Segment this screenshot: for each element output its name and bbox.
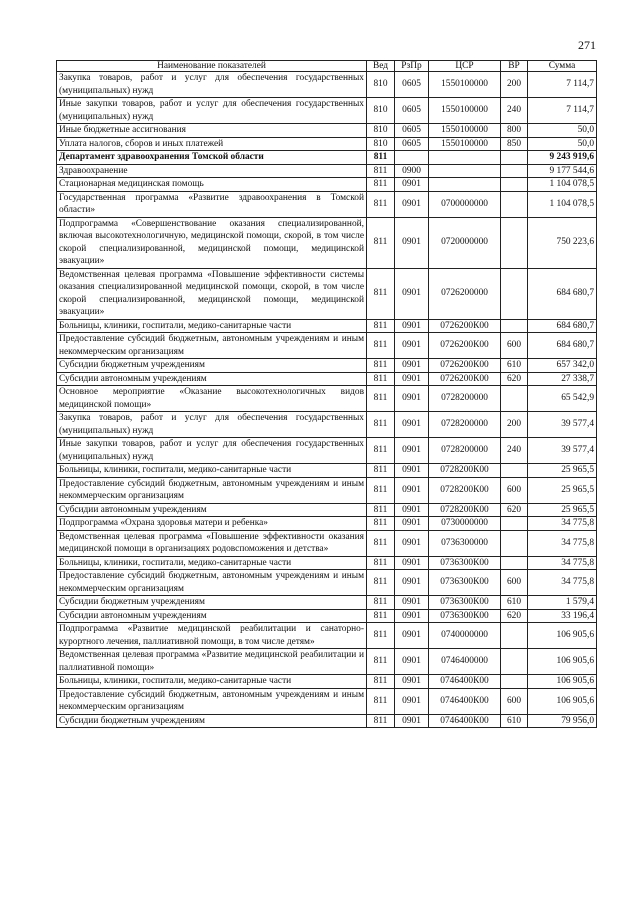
cell-ved: 811 [367, 319, 395, 333]
cell-csr: 0720000000 [429, 217, 501, 268]
cell-csr: 0746400К00 [429, 688, 501, 714]
cell-csr: 0728200К00 [429, 464, 501, 478]
cell-name: Больницы, клиники, госпитали, медико-санитарные части [57, 319, 367, 333]
table-row [57, 412, 597, 438]
cell-name: Государственная программа «Развитие здравоохранения в Томской области» [57, 191, 367, 217]
cell-sum: 106 905,6 [528, 623, 597, 649]
cell-csr: 0728200000 [429, 386, 501, 412]
cell-sum: 65 542,9 [528, 386, 597, 412]
table-row [57, 688, 597, 714]
header-sum: Сумма [528, 61, 597, 72]
cell-rzpr: 0901 [395, 503, 429, 517]
table-row [57, 217, 597, 268]
cell-name: Иные закупки товаров, работ и услуг для обеспечения государственных (муниципальных) нужд [57, 438, 367, 464]
cell-ved: 811 [367, 386, 395, 412]
table-row [57, 386, 597, 412]
cell-name: Стационарная медицинская помощь [57, 178, 367, 192]
cell-rzpr: 0901 [395, 570, 429, 596]
cell-ved: 811 [367, 517, 395, 531]
cell-vr: 240 [501, 438, 528, 464]
cell-rzpr: 0901 [395, 609, 429, 623]
cell-rzpr: 0901 [395, 217, 429, 268]
cell-sum: 684 680,7 [528, 268, 597, 319]
cell-rzpr: 0901 [395, 412, 429, 438]
cell-csr: 0746400К00 [429, 714, 501, 728]
cell-ved: 811 [367, 623, 395, 649]
table-row [57, 609, 597, 623]
cell-rzpr: 0901 [395, 438, 429, 464]
cell-rzpr: 0901 [395, 359, 429, 373]
table-row [57, 319, 597, 333]
cell-ved: 811 [367, 530, 395, 556]
cell-csr: 0700000000 [429, 191, 501, 217]
cell-name: Субсидии автономным учреждениям [57, 609, 367, 623]
cell-ved: 811 [367, 268, 395, 319]
cell-rzpr: 0901 [395, 268, 429, 319]
cell-vr [501, 517, 528, 531]
cell-sum: 34 775,8 [528, 556, 597, 570]
cell-ved: 811 [367, 164, 395, 178]
cell-sum: 39 577,4 [528, 412, 597, 438]
cell-name: Здравоохранение [57, 164, 367, 178]
cell-sum: 684 680,7 [528, 333, 597, 359]
cell-vr: 610 [501, 359, 528, 373]
cell-name: Предоставление субсидий бюджетным, автономным учреждениям и иным некоммерческим организациям [57, 688, 367, 714]
cell-name: Закупка товаров, работ и услуг для обеспечения государственных (муниципальных) нужд [57, 72, 367, 98]
cell-vr: 610 [501, 714, 528, 728]
cell-rzpr [395, 151, 429, 165]
cell-csr: 0728200К00 [429, 477, 501, 503]
cell-ved: 811 [367, 503, 395, 517]
cell-vr: 600 [501, 333, 528, 359]
cell-name: Иные бюджетные ассигнования [57, 124, 367, 138]
cell-vr: 620 [501, 609, 528, 623]
cell-rzpr: 0901 [395, 530, 429, 556]
cell-rzpr: 0900 [395, 164, 429, 178]
cell-ved: 811 [367, 688, 395, 714]
cell-ved: 811 [367, 596, 395, 610]
cell-csr: 0736300К00 [429, 570, 501, 596]
cell-csr: 1550100000 [429, 137, 501, 151]
table-row [57, 164, 597, 178]
cell-sum: 684 680,7 [528, 319, 597, 333]
cell-vr [501, 268, 528, 319]
table-row [57, 178, 597, 192]
cell-sum: 34 775,8 [528, 570, 597, 596]
cell-vr [501, 319, 528, 333]
header-name: Наименование показателей [57, 61, 367, 72]
cell-sum: 750 223,6 [528, 217, 597, 268]
cell-vr [501, 675, 528, 689]
cell-ved: 811 [367, 178, 395, 192]
cell-sum: 50,0 [528, 137, 597, 151]
cell-name: Субсидии автономным учреждениям [57, 372, 367, 386]
cell-vr: 600 [501, 477, 528, 503]
table-row [57, 137, 597, 151]
table-row [57, 714, 597, 728]
cell-vr [501, 164, 528, 178]
cell-sum: 9 177 544,6 [528, 164, 597, 178]
table-row [57, 191, 597, 217]
cell-sum: 1 579,4 [528, 596, 597, 610]
cell-vr: 620 [501, 503, 528, 517]
cell-name: Предоставление субсидий бюджетным, автономным учреждениям и иным некоммерческим организациям [57, 477, 367, 503]
cell-vr [501, 178, 528, 192]
table-row [57, 517, 597, 531]
cell-ved: 811 [367, 464, 395, 478]
cell-ved: 810 [367, 124, 395, 138]
cell-name: Уплата налогов, сборов и иных платежей [57, 137, 367, 151]
cell-ved: 811 [367, 412, 395, 438]
cell-csr: 0728200000 [429, 412, 501, 438]
cell-ved: 810 [367, 98, 395, 124]
cell-vr: 200 [501, 412, 528, 438]
cell-sum: 25 965,5 [528, 464, 597, 478]
cell-rzpr: 0901 [395, 556, 429, 570]
cell-name: Департамент здравоохранения Томской области [57, 151, 367, 165]
cell-vr: 800 [501, 124, 528, 138]
cell-rzpr: 0901 [395, 623, 429, 649]
cell-sum: 39 577,4 [528, 438, 597, 464]
cell-name: Ведомственная целевая программа «Развитие медицинской реабилитации и паллиативной помощи» [57, 649, 367, 675]
budget-table [56, 60, 597, 728]
cell-sum: 34 775,8 [528, 517, 597, 531]
header-ved: Вед [367, 61, 395, 72]
cell-sum: 25 965,5 [528, 503, 597, 517]
cell-csr [429, 151, 501, 165]
table-row [57, 438, 597, 464]
cell-csr: 0728200К00 [429, 503, 501, 517]
header-csr: ЦСР [429, 61, 501, 72]
cell-csr [429, 178, 501, 192]
cell-vr [501, 464, 528, 478]
cell-sum: 34 775,8 [528, 530, 597, 556]
cell-sum: 25 965,5 [528, 477, 597, 503]
cell-name: Подпрограмма «Охрана здоровья матери и ребенка» [57, 517, 367, 531]
cell-vr [501, 217, 528, 268]
cell-csr: 1550100000 [429, 72, 501, 98]
table-row [57, 649, 597, 675]
cell-vr: 600 [501, 688, 528, 714]
cell-name: Субсидии бюджетным учреждениям [57, 596, 367, 610]
cell-name: Больницы, клиники, госпитали, медико-санитарные части [57, 464, 367, 478]
cell-name: Ведомственная целевая программа «Повышение эффективности оказания медицинской помощи в организациях родовспоможения и детства» [57, 530, 367, 556]
cell-csr: 1550100000 [429, 124, 501, 138]
table-row [57, 333, 597, 359]
cell-vr: 200 [501, 72, 528, 98]
cell-sum: 106 905,6 [528, 649, 597, 675]
table-row [57, 503, 597, 517]
cell-vr [501, 623, 528, 649]
table-row [57, 570, 597, 596]
cell-sum: 657 342,0 [528, 359, 597, 373]
table-row [57, 124, 597, 138]
cell-rzpr: 0605 [395, 72, 429, 98]
table-header-row [57, 61, 597, 72]
cell-csr: 0736300К00 [429, 556, 501, 570]
cell-rzpr: 0901 [395, 333, 429, 359]
table-row [57, 530, 597, 556]
cell-ved: 811 [367, 556, 395, 570]
cell-vr [501, 649, 528, 675]
cell-csr: 0740000000 [429, 623, 501, 649]
cell-sum: 7 114,7 [528, 72, 597, 98]
cell-csr: 0736300К00 [429, 609, 501, 623]
cell-rzpr: 0901 [395, 649, 429, 675]
table-row [57, 477, 597, 503]
table-row [57, 98, 597, 124]
cell-vr: 240 [501, 98, 528, 124]
cell-ved: 811 [367, 333, 395, 359]
cell-ved: 811 [367, 359, 395, 373]
cell-vr [501, 386, 528, 412]
cell-ved: 811 [367, 675, 395, 689]
cell-csr [429, 164, 501, 178]
cell-ved: 811 [367, 649, 395, 675]
cell-rzpr: 0901 [395, 178, 429, 192]
cell-csr: 0730000000 [429, 517, 501, 531]
cell-sum: 33 196,4 [528, 609, 597, 623]
cell-vr: 620 [501, 372, 528, 386]
cell-vr: 610 [501, 596, 528, 610]
cell-name: Субсидии автономным учреждениям [57, 503, 367, 517]
cell-name: Закупка товаров, работ и услуг для обеспечения государственных (муниципальных) нужд [57, 412, 367, 438]
header-rzpr: РзПр [395, 61, 429, 72]
cell-name: Основное мероприятие «Оказание высокотехнологичных видов медицинской помощи» [57, 386, 367, 412]
cell-csr: 1550100000 [429, 98, 501, 124]
cell-name: Субсидии бюджетным учреждениям [57, 714, 367, 728]
cell-ved: 811 [367, 477, 395, 503]
cell-ved: 811 [367, 217, 395, 268]
cell-ved: 811 [367, 372, 395, 386]
header-vr: ВР [501, 61, 528, 72]
table-row [57, 556, 597, 570]
cell-ved: 811 [367, 151, 395, 165]
cell-csr: 0726200К00 [429, 333, 501, 359]
cell-vr: 600 [501, 570, 528, 596]
cell-ved: 810 [367, 137, 395, 151]
cell-rzpr: 0605 [395, 137, 429, 151]
cell-csr: 0746400К00 [429, 675, 501, 689]
cell-ved: 811 [367, 714, 395, 728]
cell-vr: 850 [501, 137, 528, 151]
table-row [57, 268, 597, 319]
cell-name: Больницы, клиники, госпитали, медико-санитарные части [57, 675, 367, 689]
cell-csr: 0726200К00 [429, 359, 501, 373]
cell-csr: 0728200000 [429, 438, 501, 464]
cell-name: Ведомственная целевая программа «Повышение эффективности системы оказания специализированной медицинской помощи, скорой, в том числе скорой специализированной, медицинской помощи, медицинской эвакуации» [57, 268, 367, 319]
cell-ved: 811 [367, 609, 395, 623]
table-row [57, 596, 597, 610]
cell-name: Предоставление субсидий бюджетным, автономным учреждениям и иным некоммерческим организациям [57, 570, 367, 596]
cell-sum: 106 905,6 [528, 688, 597, 714]
cell-sum: 106 905,6 [528, 675, 597, 689]
cell-ved: 811 [367, 191, 395, 217]
cell-rzpr: 0605 [395, 98, 429, 124]
cell-csr: 0726200К00 [429, 319, 501, 333]
cell-name: Субсидии бюджетным учреждениям [57, 359, 367, 373]
cell-sum: 79 956,0 [528, 714, 597, 728]
cell-ved: 811 [367, 438, 395, 464]
cell-sum: 50,0 [528, 124, 597, 138]
cell-sum: 1 104 078,5 [528, 191, 597, 217]
cell-name: Подпрограмма «Развитие медицинской реабилитации и санаторно-курортного лечения, паллиативной помощи, в том числе детям» [57, 623, 367, 649]
table-row [57, 623, 597, 649]
cell-rzpr: 0901 [395, 675, 429, 689]
cell-name: Подпрограмма «Совершенствование оказания специализированной, включая высокотехнологичную, медицинской помощи, скорой, в том числе скорой специализированной, медицинской помощи, медицинской эвакуации» [57, 217, 367, 268]
cell-csr: 0736300000 [429, 530, 501, 556]
cell-name: Больницы, клиники, госпитали, медико-санитарные части [57, 556, 367, 570]
cell-sum: 27 338,7 [528, 372, 597, 386]
cell-vr [501, 530, 528, 556]
table-body [57, 72, 597, 728]
cell-vr [501, 556, 528, 570]
cell-vr [501, 151, 528, 165]
cell-csr: 0736300К00 [429, 596, 501, 610]
cell-sum: 9 243 919,6 [528, 151, 597, 165]
cell-rzpr: 0901 [395, 596, 429, 610]
cell-ved: 811 [367, 570, 395, 596]
cell-rzpr: 0901 [395, 372, 429, 386]
table-row [57, 151, 597, 165]
cell-csr: 0726200000 [429, 268, 501, 319]
cell-vr [501, 191, 528, 217]
cell-csr: 0746400000 [429, 649, 501, 675]
table-row [57, 464, 597, 478]
cell-sum: 1 104 078,5 [528, 178, 597, 192]
cell-rzpr: 0901 [395, 191, 429, 217]
cell-name: Предоставление субсидий бюджетным, автономным учреждениям и иным некоммерческим организациям [57, 333, 367, 359]
cell-rzpr: 0901 [395, 386, 429, 412]
page-number: 271 [578, 38, 596, 52]
cell-rzpr: 0901 [395, 517, 429, 531]
cell-rzpr: 0901 [395, 714, 429, 728]
table-row [57, 359, 597, 373]
cell-rzpr: 0901 [395, 319, 429, 333]
cell-rzpr: 0901 [395, 464, 429, 478]
cell-csr: 0726200К00 [429, 372, 501, 386]
table-row [57, 72, 597, 98]
cell-rzpr: 0901 [395, 477, 429, 503]
cell-rzpr: 0605 [395, 124, 429, 138]
cell-sum: 7 114,7 [528, 98, 597, 124]
cell-ved: 810 [367, 72, 395, 98]
table-row [57, 372, 597, 386]
cell-rzpr: 0901 [395, 688, 429, 714]
table-row [57, 675, 597, 689]
cell-name: Иные закупки товаров, работ и услуг для обеспечения государственных (муниципальных) нужд [57, 98, 367, 124]
